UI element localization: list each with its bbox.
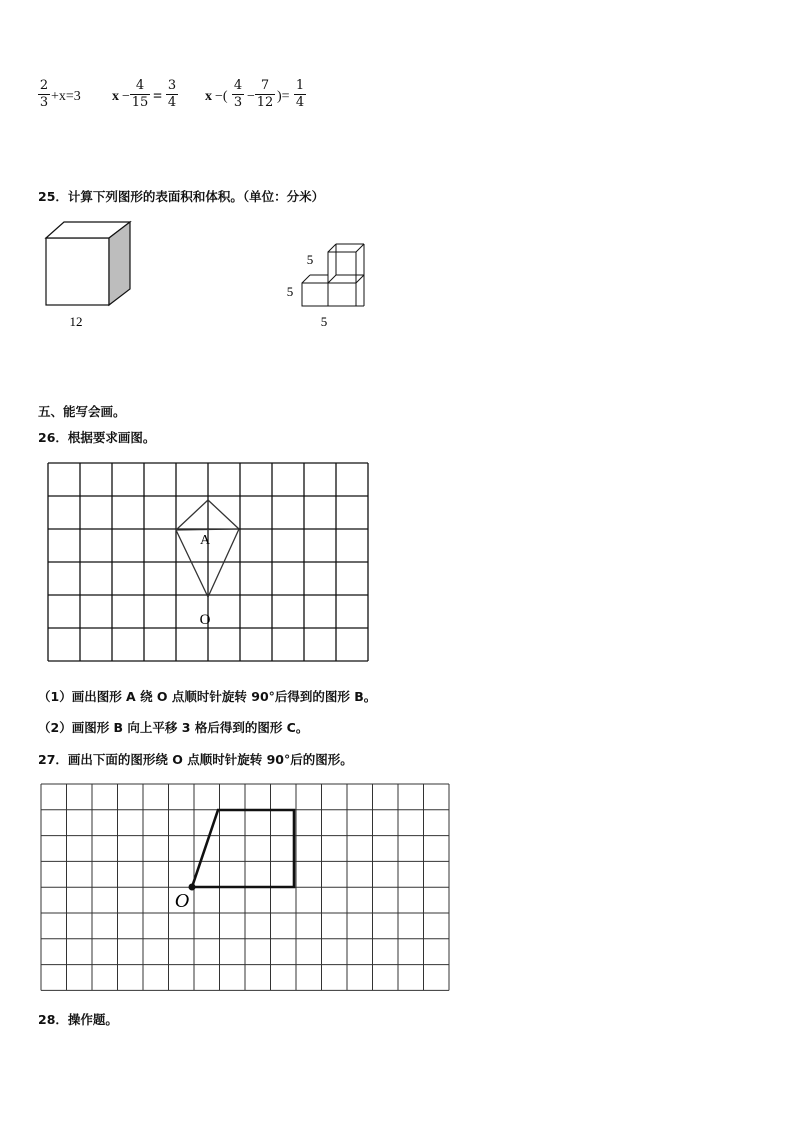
fraction: 2 3 — [39, 78, 49, 110]
bottom-label: 5 — [320, 314, 328, 329]
q26-task-2: （2）画图形 B 向上平移 3 格后得到的图形 C。 — [38, 720, 309, 735]
cube-bottom-left — [302, 283, 328, 306]
label-o: O — [174, 890, 190, 912]
cube-front-face — [46, 238, 109, 305]
question-28-title: 28．操作题。 — [38, 1012, 118, 1027]
fraction: 1 4 — [295, 78, 305, 110]
q27-grid — [40, 783, 450, 993]
q26-gridlines — [48, 463, 368, 661]
point-o — [189, 884, 196, 891]
cube-edge-label: 12 — [69, 314, 83, 329]
shape-trapezoid — [192, 810, 294, 887]
fraction: 4 3 — [233, 78, 243, 110]
question-27-title: 27．画出下面的图形绕 O 点顺时针旋转 90°后的图形。 — [38, 752, 353, 767]
cube-bottom-right — [328, 283, 356, 306]
stacked-cubes-figure — [280, 238, 380, 334]
label-a: A — [199, 533, 211, 548]
question-25-title: 25．计算下列图形的表面积和体积。（单位：分米） — [38, 189, 325, 204]
q26-grid — [44, 457, 370, 665]
q26-task-1: （1）画出图形 A 绕 O 点顺时针旋转 90°后得到的图形 B。 — [38, 689, 377, 704]
section-5-title: 五、能写会画。 — [38, 404, 126, 419]
label-o: O — [199, 612, 211, 628]
top-label: 5 — [306, 252, 314, 267]
fraction: 4 15 — [131, 78, 149, 110]
cube-figure — [40, 215, 140, 333]
fraction: 7 12 — [256, 78, 274, 110]
fraction: 3 4 — [167, 78, 177, 110]
equation-1-rest: +x=3 — [51, 89, 81, 104]
side-label: 5 — [286, 284, 294, 299]
question-26-title: 26．根据要求画图。 — [38, 430, 156, 445]
